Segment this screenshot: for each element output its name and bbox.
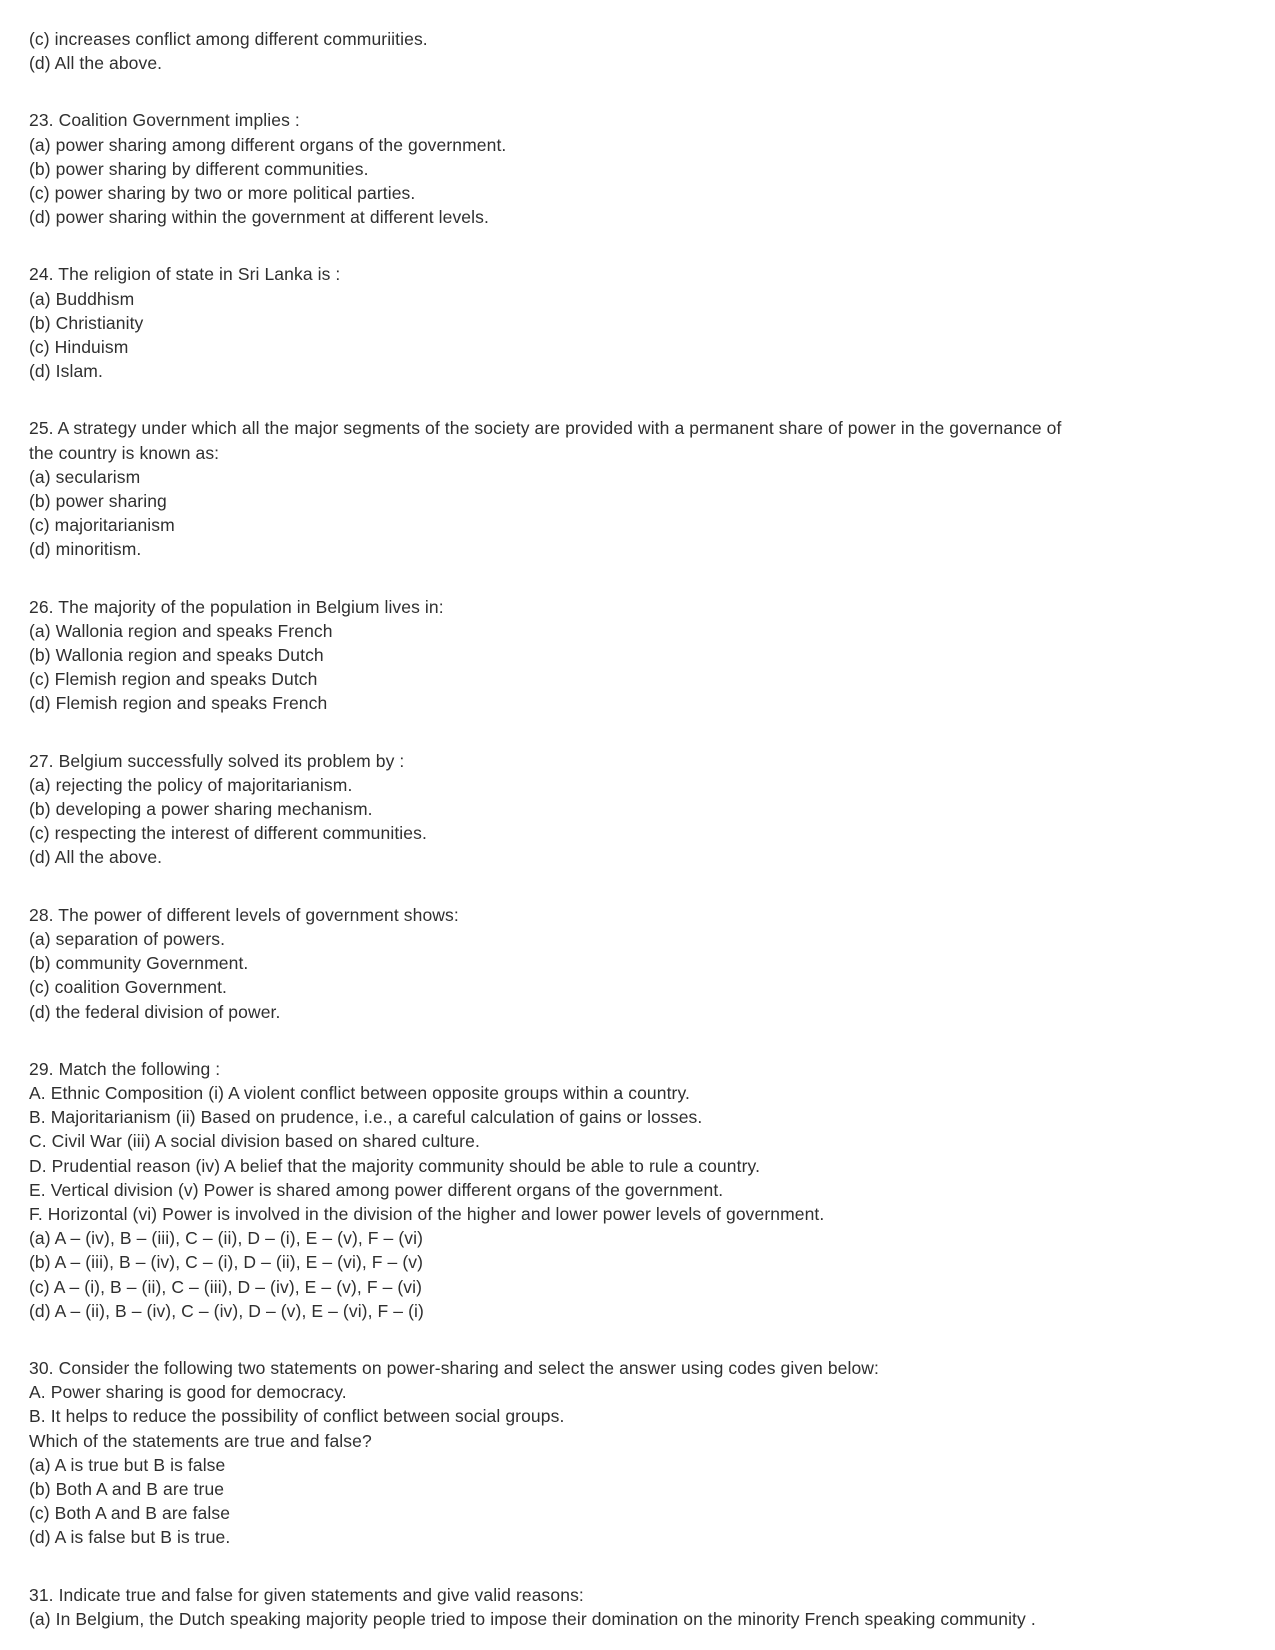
text-line: (b) Both A and B are true [29, 1478, 225, 1499]
text-line: (c) Hinduism [29, 337, 129, 358]
text-line: (a) A – (iv), B – (iii), C – (ii), D – (i), E – (v), F – (vi) [29, 1228, 424, 1249]
text-line: F. Horizontal (vi) Power is involved in the division of the higher and lower power levels of government. [29, 1203, 825, 1224]
question-block [29, 262, 1255, 383]
text-line: (b) Wallonia region and speaks Dutch [29, 645, 324, 666]
text-line: (d) Flemish region and speaks French [29, 693, 328, 714]
text-line: B. Majoritarianism (ii) Based on prudence, i.e., a careful calculation of gains or losses. [29, 1107, 703, 1128]
question-block [29, 595, 1255, 716]
text-line: (a) rejecting the policy of majoritarianism. [29, 774, 353, 795]
question-block [29, 1356, 1255, 1550]
text-line: (a) In Belgium, the Dutch speaking majority people tried to impose their domination on the minority French speaking community . [29, 1608, 1036, 1629]
text-line: 26. The majority of the population in Belgium lives in: [29, 596, 444, 617]
text-line: Which of the statements are true and false? [29, 1430, 372, 1451]
text-line: (c) A – (i), B – (ii), C – (iii), D – (iv), E – (v), F – (vi) [29, 1276, 423, 1297]
text-line: 27. Belgium successfully solved its problem by : [29, 750, 405, 771]
text-line: (b) A – (iii), B – (iv), C – (i), D – (ii), E – (vi), F – (v) [29, 1252, 424, 1273]
text-line: 24. The religion of state in Sri Lanka is : [29, 264, 341, 285]
question-block [29, 749, 1255, 870]
text-line: (a) secularism [29, 466, 141, 487]
text-line: (a) power sharing among different organs of the government. [29, 134, 507, 155]
text-line: (c) Flemish region and speaks Dutch [29, 669, 318, 690]
text-line: (c) increases conflict among different commuriities. [29, 29, 428, 49]
text-line: (d) the federal division of power. [29, 1001, 281, 1022]
text-line: E. Vertical division (v) Power is shared among power different organs of the government. [29, 1179, 724, 1200]
text-line: C. Civil War (iii) A social division based on shared culture. [29, 1131, 480, 1152]
text-line: D. Prudential reason (iv) A belief that the majority community should be able to rule a country. [29, 1155, 761, 1176]
text-line: 31. Indicate true and false for given statements and give valid reasons: [29, 1584, 584, 1605]
question-block [29, 1057, 1255, 1323]
question-block [29, 108, 1255, 229]
text-line: (c) coalition Government. [29, 977, 227, 998]
text-line: A. Power sharing is good for democracy. [29, 1382, 347, 1403]
text-line: (d) minoritism. [29, 539, 142, 560]
text-line: the country is known as: [29, 442, 220, 463]
text-line: 23. Coalition Government implies : [29, 110, 300, 131]
text-line: (c) power sharing by two or more political parties. [29, 183, 416, 204]
question-block [29, 903, 1255, 1024]
text-line: 28. The power of different levels of government shows: [29, 904, 459, 925]
text-line: (b) developing a power sharing mechanism. [29, 799, 373, 820]
text-line: (b) community Government. [29, 953, 249, 974]
text-line: (c) respecting the interest of different communities. [29, 823, 427, 844]
text-line: (b) Christianity [29, 312, 144, 333]
text-line: (a) Buddhism [29, 288, 135, 309]
text-line: (a) A is true but B is false [29, 1454, 226, 1475]
text-line: (d) All the above. [29, 847, 163, 868]
text-line: (c) Both A and B are false [29, 1503, 231, 1524]
text-line: (d) A is false but B is true. [29, 1527, 231, 1548]
text-line: (a) Wallonia region and speaks French [29, 620, 333, 641]
text-line: 25. A strategy under which all the major segments of the society are provided with a permanent share of power in the governance of [29, 418, 1062, 439]
text-line: 29. Match the following : [29, 1058, 221, 1079]
text-line: (a) separation of powers. [29, 928, 226, 949]
text-line: B. It helps to reduce the possibility of conflict between social groups. [29, 1406, 565, 1427]
text-line: (b) power sharing by different communities. [29, 158, 369, 179]
question-block [29, 27, 1255, 75]
text-line: (b) power sharing [29, 491, 167, 512]
text-line: A. Ethnic Composition (i) A violent conflict between opposite groups within a country. [29, 1082, 690, 1103]
text-line: (d) A – (ii), B – (iv), C – (iv), D – (v), E – (vi), F – (i) [29, 1300, 424, 1321]
question-block [29, 1583, 1255, 1631]
question-block [29, 416, 1255, 561]
text-line: (d) power sharing within the government at different levels. [29, 207, 489, 228]
text-line: (d) Islam. [29, 361, 103, 382]
text-line: (c) majoritarianism [29, 515, 175, 536]
text-line: (d) All the above. [29, 53, 163, 74]
text-line: 30. Consider the following two statements on power-sharing and select the answer using codes given below: [29, 1357, 880, 1378]
